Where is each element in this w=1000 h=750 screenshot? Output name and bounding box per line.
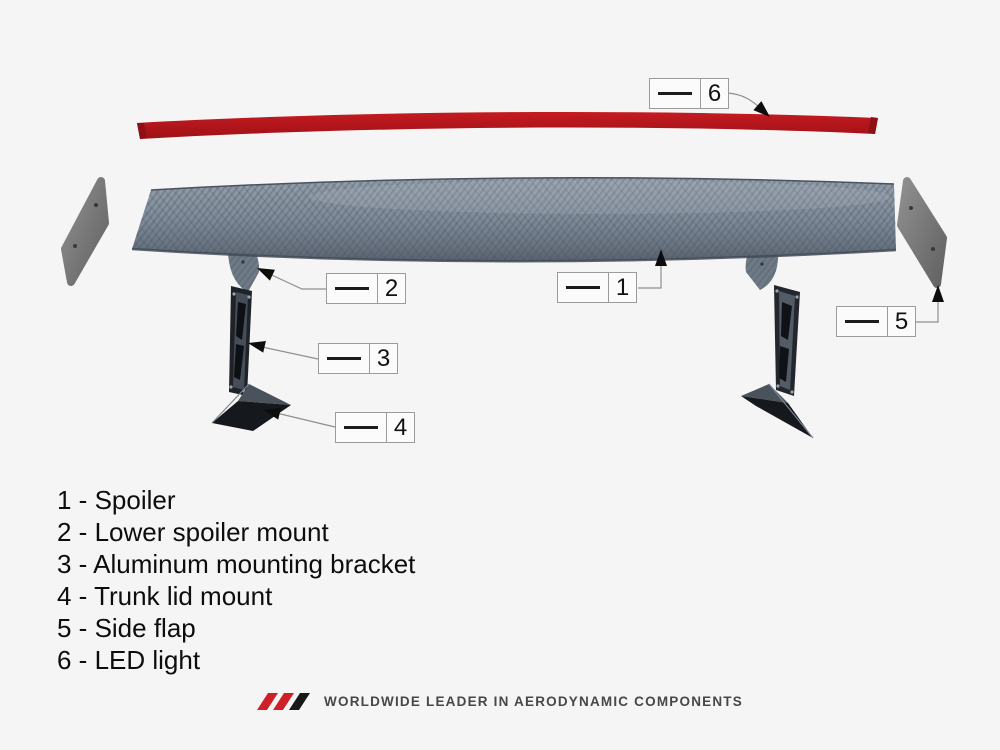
- mounting-bracket-right-part: [774, 285, 800, 396]
- callout-3: [318, 343, 398, 374]
- callout-5: [836, 306, 916, 337]
- legend-item-6: 6 - LED light: [57, 645, 201, 675]
- spoiler-wing-part: [132, 178, 896, 262]
- side-flap-left-part: [65, 181, 105, 282]
- callout-2: [326, 273, 406, 304]
- callout-number-2: 2: [377, 274, 405, 303]
- legend-item-2: 2 - Lower spoiler mount: [57, 517, 329, 547]
- side-flap-right-part: [901, 181, 943, 284]
- trunk-mount-right-part: [741, 384, 813, 438]
- footer: [0, 692, 1000, 711]
- legend-item-1: 1 - Spoiler: [57, 485, 176, 515]
- mounting-bracket-left-part: [229, 286, 252, 396]
- led-light-part: [137, 112, 878, 139]
- legend-item-4: 4 - Trunk lid mount: [57, 581, 273, 611]
- trunk-mount-left-part: [212, 384, 291, 431]
- callout-1: [557, 272, 637, 303]
- callout-dash: [650, 79, 700, 108]
- callout-number-1: 1: [608, 273, 636, 302]
- callout-dash: [327, 274, 377, 303]
- callout-number-4: 4: [386, 413, 414, 442]
- callout-dash: [336, 413, 386, 442]
- callout-dash: [558, 273, 608, 302]
- callout-number-5: 5: [887, 307, 915, 336]
- parts-legend: [57, 484, 415, 676]
- callout-number-3: 3: [369, 344, 397, 373]
- footer-tagline: WORLDWIDE LEADER IN AERODYNAMIC COMPONENTS: [324, 694, 743, 709]
- triple-slash-logo-icon: [257, 692, 310, 711]
- callout-dash: [319, 344, 369, 373]
- legend-item-5: 5 - Side flap: [57, 613, 196, 643]
- callout-dash: [837, 307, 887, 336]
- legend-item-3: 3 - Aluminum mounting bracket: [57, 549, 416, 579]
- callout-4: [335, 412, 415, 443]
- callout-6: [649, 78, 729, 109]
- callout-number-6: 6: [700, 79, 728, 108]
